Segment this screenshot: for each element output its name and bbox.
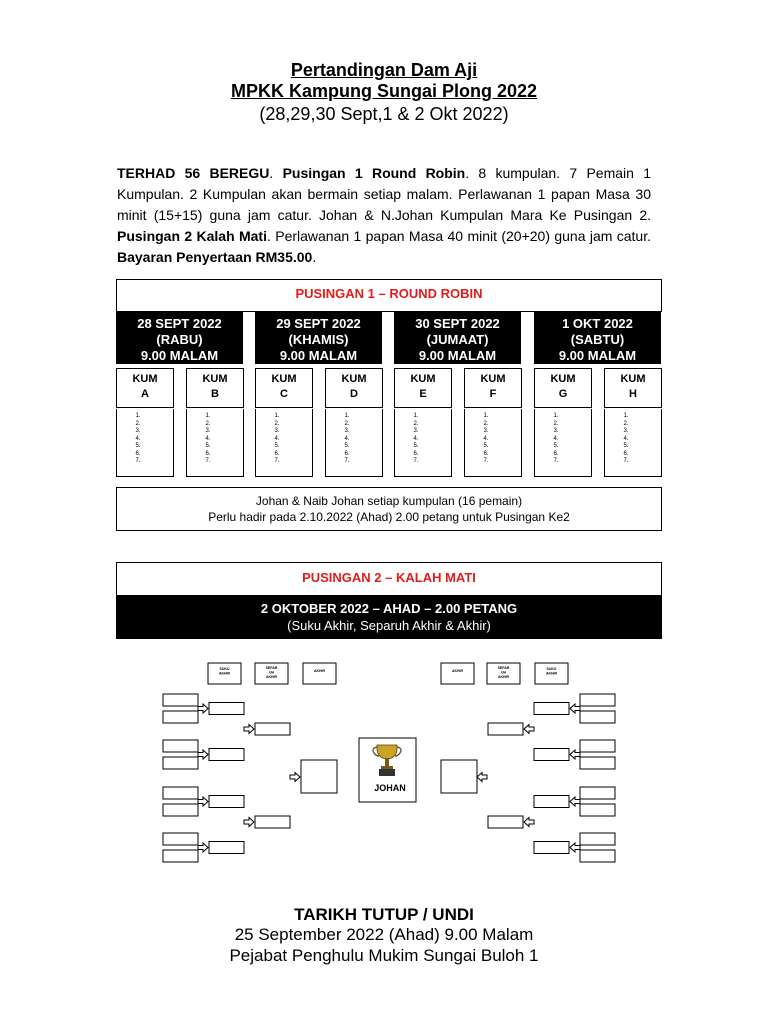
bracket-slot xyxy=(534,749,569,761)
player-slot: 5. xyxy=(344,443,350,449)
player-slot: 3. xyxy=(135,428,141,434)
bracket-arrow xyxy=(290,773,300,782)
player-slot: 3. xyxy=(623,428,629,434)
bracket-slot xyxy=(255,723,290,735)
intro-run: Bayaran Penyertaan RM35.00 xyxy=(117,249,313,265)
stage-separuh-akhir: UH xyxy=(500,670,507,675)
player-slot: 4. xyxy=(135,435,141,442)
player-slot: 3. xyxy=(344,428,350,434)
group-prefix: KUM xyxy=(202,373,228,385)
bracket-slot xyxy=(209,749,244,761)
bracket-slot xyxy=(580,833,615,845)
player-slot: 4. xyxy=(205,435,211,442)
player-slot: 2. xyxy=(274,420,280,427)
bracket-arrow xyxy=(244,725,254,734)
player-slot: 7. xyxy=(483,458,489,464)
day-day: (JUMAAT) xyxy=(426,332,489,347)
bracket-arrow xyxy=(570,750,580,759)
bracket-slot xyxy=(163,833,198,845)
player-slot: 3. xyxy=(413,428,419,434)
stage-separuh-akhir: SEPAR xyxy=(265,666,278,670)
stage-suku-akhir: AKHIR xyxy=(545,671,558,676)
bracket-arrow xyxy=(524,725,534,734)
bracket-slot xyxy=(580,787,615,799)
intro-run: Pusingan 1 Round Robin xyxy=(282,165,466,181)
player-slot: 4. xyxy=(274,435,280,442)
bracket-arrow xyxy=(198,704,208,713)
bracket-stage-label xyxy=(303,663,336,684)
day-date: 29 SEPT 2022 xyxy=(276,316,361,331)
round1-header: PUSINGAN 1 – ROUND ROBIN xyxy=(116,279,662,312)
group-prefix: KUM xyxy=(132,373,158,385)
player-slot: 4. xyxy=(623,435,629,442)
day-date: 30 SEPT 2022 xyxy=(415,316,500,331)
bracket-slot xyxy=(580,740,615,752)
player-slot: 2. xyxy=(413,420,419,427)
intro-run: . xyxy=(269,165,283,181)
bracket-slot xyxy=(163,694,198,706)
player-slot: 7. xyxy=(413,458,419,464)
bracket-slot xyxy=(255,816,290,828)
player-slot: 3. xyxy=(205,428,211,434)
bracket-arrow xyxy=(477,773,487,782)
bracket-slot xyxy=(580,850,615,862)
bracket-slot xyxy=(209,796,244,808)
day-day: (KHAMIS) xyxy=(288,332,349,347)
bracket-slot xyxy=(534,703,569,715)
bracket-slot xyxy=(163,850,198,862)
player-slot: 7. xyxy=(553,458,559,464)
bracket-arrow xyxy=(570,843,580,852)
bracket-slot xyxy=(488,816,523,828)
note-line-2: Perlu hadir pada 2.10.2022 (Ahad) 2.00 petang untuk Pusingan Ke2 xyxy=(208,510,570,524)
bracket-slot xyxy=(163,711,198,723)
player-slot: 4. xyxy=(413,435,419,442)
intro-run: . Perlawanan 1 papan Masa 40 minit (20+20) guna jam catur. xyxy=(266,228,651,244)
stage-separuh-akhir: AKHIR xyxy=(265,675,278,679)
player-slot: 4. xyxy=(483,435,489,442)
player-slot: 5. xyxy=(205,443,211,449)
group-prefix: KUM xyxy=(341,373,367,385)
bracket-final-slot xyxy=(301,760,337,793)
player-slot: 7. xyxy=(344,458,350,464)
bracket-slot xyxy=(534,842,569,854)
player-slot: 5. xyxy=(135,443,141,449)
event-dates: (28,29,30 Sept,1 & 2 Okt 2022) xyxy=(259,104,509,124)
player-slot: 2. xyxy=(483,420,489,427)
bracket-slot xyxy=(163,740,198,752)
bracket-slot xyxy=(163,804,198,816)
player-slot: 2. xyxy=(135,420,141,427)
round2-stages: (Suku Akhir, Separuh Akhir & Akhir) xyxy=(287,618,491,633)
group-prefix: KUM xyxy=(410,373,436,385)
player-slot: 5. xyxy=(274,443,280,449)
group-letter: B xyxy=(211,388,219,400)
bracket-slot xyxy=(488,723,523,735)
day-day: (RABU) xyxy=(156,332,203,347)
bracket-arrow xyxy=(198,843,208,852)
player-slot: 7. xyxy=(623,458,629,464)
player-slot: 1. xyxy=(344,413,350,419)
bracket-slot xyxy=(163,757,198,769)
player-slot: 1. xyxy=(623,413,629,419)
player-slot: 3. xyxy=(274,428,280,434)
player-slot: 3. xyxy=(553,428,559,434)
player-slot: 1. xyxy=(483,413,489,419)
day-time: 9.00 MALAM xyxy=(140,348,219,363)
intro-run: . 8 kumpulan. 7 Pemain 1 Kumpulan. 2 Kumpulan akan bermain setiap malam. Perlawanan 1 papan Masa 30 minit (15+15) guna jam catur. Johan & N.Johan Kumpulan Mara Ke Pusingan 2. xyxy=(117,165,651,223)
intro-run: . xyxy=(312,249,317,265)
bracket-arrow xyxy=(198,750,208,759)
group-prefix: KUM xyxy=(271,373,297,385)
page-title: Pertandingan Dam Aji xyxy=(290,60,478,80)
player-slot: 7. xyxy=(135,458,141,464)
bracket-final-slot xyxy=(441,760,477,793)
player-slot: 3. xyxy=(483,428,489,434)
player-slot: 1. xyxy=(205,413,211,419)
stage-akhir: AKHIR xyxy=(451,669,464,673)
intro-run: Pusingan 2 Kalah Mati xyxy=(117,228,267,244)
player-slot: 2. xyxy=(344,420,350,427)
bracket-slot xyxy=(580,804,615,816)
day-time: 9.00 MALAM xyxy=(279,348,358,363)
bracket-slot xyxy=(580,757,615,769)
bracket-slot xyxy=(534,796,569,808)
player-slot: 5. xyxy=(553,443,559,449)
stage-suku-akhir: SUKU xyxy=(219,667,230,671)
player-slot: 6. xyxy=(274,450,280,457)
player-slot: 6. xyxy=(413,450,419,457)
closing-date: 25 September 2022 (Ahad) 9.00 Malam xyxy=(234,925,534,944)
player-slot: 4. xyxy=(553,435,559,442)
bracket-arrow xyxy=(244,818,254,827)
group-letter: H xyxy=(629,388,637,400)
bracket-slot xyxy=(209,842,244,854)
group-prefix: KUM xyxy=(550,373,576,385)
bracket-slot xyxy=(580,694,615,706)
player-slot: 1. xyxy=(553,413,559,419)
player-slot: 5. xyxy=(413,443,419,449)
stage-separuh-akhir: SEPAR xyxy=(497,666,510,670)
player-slot: 6. xyxy=(205,450,211,457)
bracket-slot xyxy=(163,787,198,799)
group-letter: F xyxy=(489,388,497,400)
player-slot: 4. xyxy=(344,435,350,442)
group-letter: C xyxy=(280,388,288,400)
player-slot: 5. xyxy=(483,443,489,449)
bracket-slot xyxy=(580,711,615,723)
stage-suku-akhir: SUKU xyxy=(546,667,557,671)
player-slot: 6. xyxy=(344,450,350,457)
bracket-arrow xyxy=(570,704,580,713)
round2-date: 2 OKTOBER 2022 – AHAD – 2.00 PETANG xyxy=(260,601,518,616)
day-date: 28 SEPT 2022 xyxy=(137,316,222,331)
day-day: (SABTU) xyxy=(570,332,625,347)
bracket-stage-label xyxy=(441,663,474,684)
stage-separuh-akhir: UH xyxy=(268,670,275,675)
bracket-arrow xyxy=(524,818,534,827)
page-subtitle: MPKK Kampung Sungai Plong 2022 xyxy=(230,81,538,101)
day-time: 9.00 MALAM xyxy=(558,348,637,363)
player-slot: 6. xyxy=(553,450,559,457)
player-slot: 6. xyxy=(623,450,629,457)
note-line-1: Johan & Naib Johan setiap kumpulan (16 pemain) xyxy=(255,494,523,508)
player-slot: 2. xyxy=(553,420,559,427)
player-slot: 2. xyxy=(623,420,629,427)
player-slot: 1. xyxy=(135,413,141,419)
group-prefix: KUM xyxy=(480,373,506,385)
bracket-slot xyxy=(209,703,244,715)
day-date: 1 OKT 2022 xyxy=(562,316,633,331)
stage-suku-akhir: AKHIR xyxy=(218,671,231,676)
player-slot: 6. xyxy=(135,450,141,457)
player-slot: 1. xyxy=(274,413,280,419)
intro-run: TERHAD 56 BEREGU xyxy=(117,165,270,181)
group-prefix: KUM xyxy=(620,373,646,385)
champion-label: JOHAN xyxy=(374,783,406,793)
closing-title: TARIKH TUTUP / UNDI xyxy=(294,905,474,924)
player-slot: 7. xyxy=(205,458,211,464)
round2-header: PUSINGAN 2 – KALAH MATI xyxy=(116,562,662,596)
player-slot: 7. xyxy=(274,458,280,464)
player-slot: 1. xyxy=(413,413,419,419)
player-slot: 2. xyxy=(205,420,211,427)
group-letter: D xyxy=(350,388,358,400)
group-letter: A xyxy=(141,388,149,400)
group-letter: E xyxy=(419,388,427,400)
stage-akhir: AKHIR xyxy=(313,669,326,673)
group-letter: G xyxy=(558,388,568,400)
bracket-arrow xyxy=(198,797,208,806)
stage-separuh-akhir: AKHIR xyxy=(497,675,510,679)
player-slot: 6. xyxy=(483,450,489,457)
day-time: 9.00 MALAM xyxy=(418,348,497,363)
player-slot: 5. xyxy=(623,443,629,449)
bracket-arrow xyxy=(570,797,580,806)
closing-venue: Pejabat Penghulu Mukim Sungai Buloh 1 xyxy=(229,946,539,965)
